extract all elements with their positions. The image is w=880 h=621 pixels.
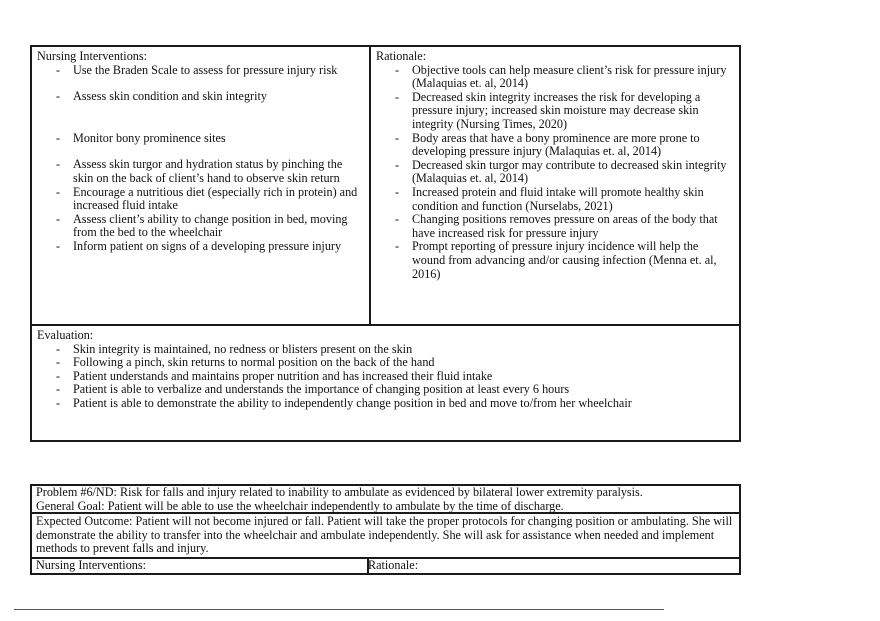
list-item: - Objective tools can help measure client’s risk for pressure injury (Malaquias et. al, 2014) xyxy=(376,64,734,91)
evaluation-cell xyxy=(32,326,739,414)
interventions-cell-bottom xyxy=(32,558,367,574)
problem-statement: Problem #6/ND: Risk for falls and injury related to inability to ambulate as evidenced by bilateral lower extremity paralysis. xyxy=(36,485,643,499)
list-item: - Following a pinch, skin returns to normal position on the back of the hand xyxy=(37,356,734,370)
list-item: - Patient understands and maintains proper nutrition and has increased their fluid intake xyxy=(37,370,734,384)
list-item: - Increased protein and fluid intake will promote healthy skin condition and function (Nurselabs, 2021) xyxy=(376,186,734,213)
evaluation-heading: Evaluation: xyxy=(37,328,94,342)
list-item: - Monitor bony prominence sites xyxy=(37,132,364,146)
list-item: - Assess skin condition and skin integrity xyxy=(37,90,364,104)
list-item: - Assess skin turgor and hydration status by pinching the skin on the back of client’s hand to observe skin return xyxy=(37,158,364,185)
interventions-list xyxy=(37,64,364,254)
list-item: - Decreased skin integrity increases the risk for developing a pressure injury; increased skin moisture may decrease skin integrity (Nursing Times, 2020) xyxy=(376,91,734,132)
list-item: - Patient is able to demonstrate the ability to independently change position in bed and move to/from her wheelchair xyxy=(37,397,734,411)
general-goal: General Goal: Patient will be able to use the wheelchair independently to ambulate by the time of discharge. xyxy=(36,498,564,513)
page-footer-rule xyxy=(14,609,664,610)
interventions-heading: Nursing Interventions: xyxy=(37,49,148,63)
interventions-cell xyxy=(32,47,369,257)
expected-outcome: Expected Outcome: Patient will not become injured or fall. Patient will take the proper protocols for changing position or ambulating. She will demonstrate the ability to transfer into the wheelchair and ambulate independently. She will ask for assistance when needed and implement methods to prevent falls and injury. xyxy=(36,514,733,556)
list-item: - Encourage a nutritious diet (especially rich in protein) and increased fluid intake xyxy=(37,186,364,213)
problem-cell xyxy=(32,485,739,514)
list-item: - Changing positions removes pressure on areas of the body that have increased risk for pressure injury xyxy=(376,213,734,240)
list-item: - Body areas that have a bony prominence are more prone to developing pressure injury (Malaquias et. al, 2014) xyxy=(376,132,734,159)
list-item: - Patient is able to verbalize and understands the importance of changing position at least every 6 hours xyxy=(37,383,734,397)
rationale-cell-bottom xyxy=(366,558,739,574)
rationale-heading: Rationale: xyxy=(376,49,427,63)
rationale-list xyxy=(376,64,734,282)
list-item: - Inform patient on signs of a developing pressure injury xyxy=(37,240,364,254)
evaluation-list xyxy=(37,343,734,411)
expected-outcome-cell xyxy=(32,514,739,557)
list-item: - Decreased skin turgor may contribute to decreased skin integrity (Malaquias et. al, 2014) xyxy=(376,159,734,186)
rationale-heading: Rationale: xyxy=(368,558,419,572)
interventions-heading: Nursing Interventions: xyxy=(36,558,147,572)
list-item: - Skin integrity is maintained, no redness or blisters present on the skin xyxy=(37,343,734,357)
list-item: - Assess client’s ability to change position in bed, moving from the bed to the wheelchair xyxy=(37,213,364,240)
list-item: - Use the Braden Scale to assess for pressure injury risk xyxy=(37,64,364,78)
list-item: - Prompt reporting of pressure injury incidence will help the wound from advancing and/or causing infection (Menna et. al, 2016) xyxy=(376,240,734,281)
rationale-cell xyxy=(371,47,739,284)
